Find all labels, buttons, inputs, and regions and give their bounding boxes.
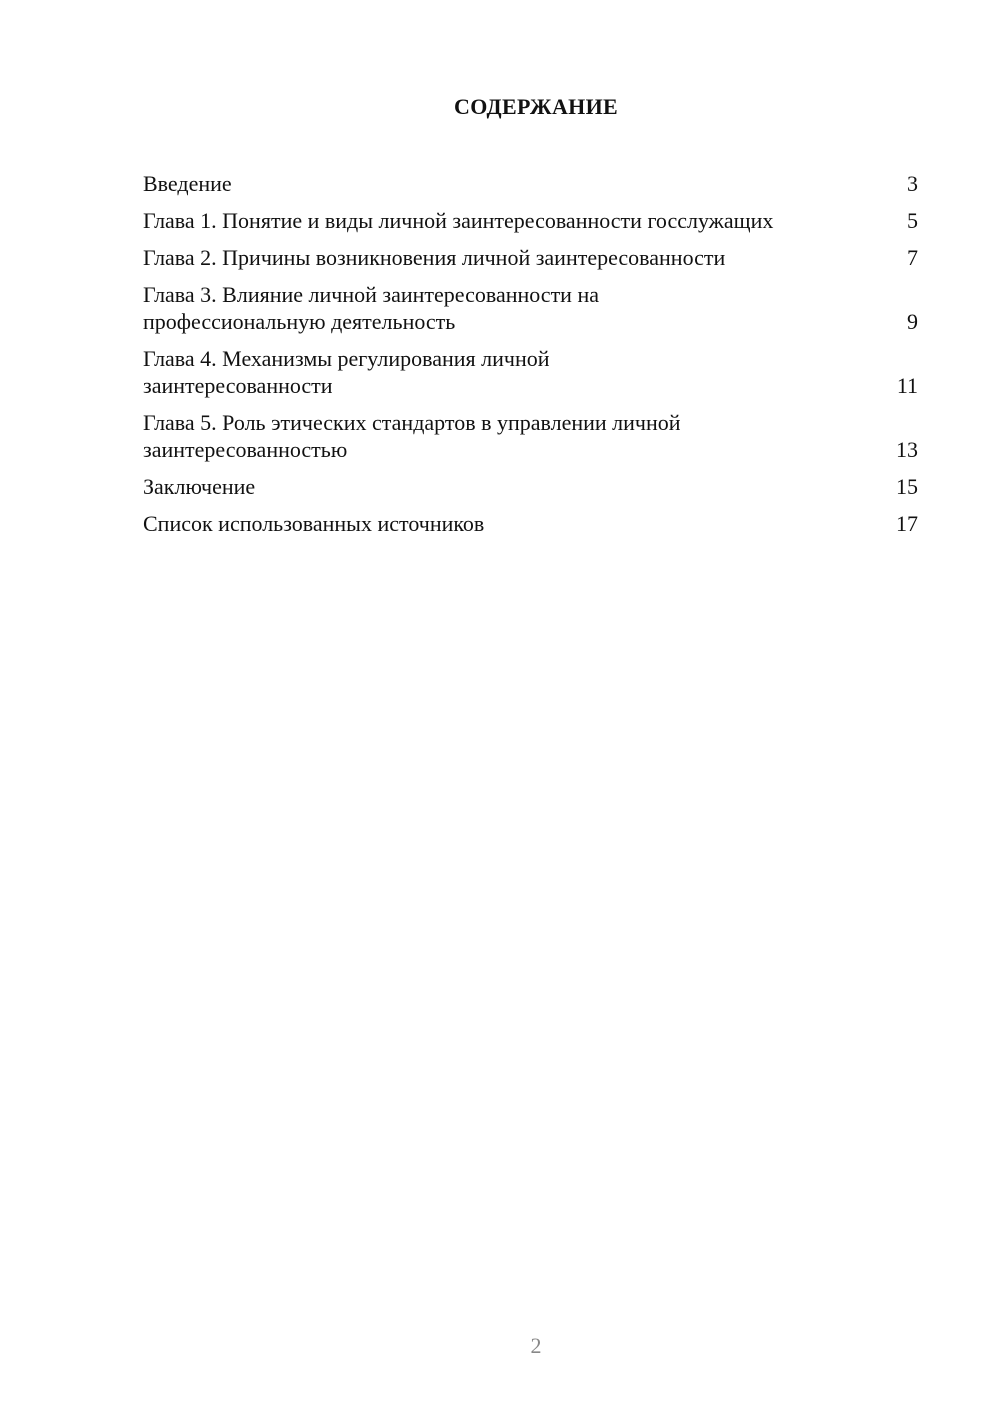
toc-entry-page: 11 bbox=[896, 373, 918, 398]
toc-entry-page: 15 bbox=[896, 474, 918, 499]
table-of-contents bbox=[143, 170, 918, 547]
toc-entry-page: 3 bbox=[907, 171, 918, 196]
toc-entry-title: Глава 2. Причины возникновения личной заинтересованности bbox=[143, 245, 726, 270]
toc-entry-introduction bbox=[143, 170, 918, 197]
toc-entry-chapter-2 bbox=[143, 244, 918, 271]
toc-entry-page: 13 bbox=[896, 437, 918, 462]
toc-entry-chapter-3 bbox=[143, 281, 918, 335]
toc-entry-chapter-5 bbox=[143, 409, 918, 463]
page-title: СОДЕРЖАНИЕ bbox=[454, 94, 618, 119]
toc-entry-title: Глава 1. Понятие и виды личной заинтересованности госслужащих bbox=[143, 208, 774, 233]
toc-entry-page: 9 bbox=[907, 309, 918, 334]
toc-entry-title: Введение bbox=[143, 171, 232, 196]
toc-entry-chapter-4 bbox=[143, 345, 918, 399]
toc-entry-page: 5 bbox=[907, 208, 918, 233]
toc-entry-title: Глава 4. Механизмы регулирования личной заинтересованности bbox=[143, 346, 550, 398]
toc-entry-title: Глава 5. Роль этических стандартов в управлении личной заинтересованностью bbox=[143, 410, 681, 462]
toc-entry-chapter-1 bbox=[143, 207, 918, 234]
page-number: 2 bbox=[530, 1333, 542, 1358]
toc-entry-title: Список использованных источников bbox=[143, 511, 485, 536]
toc-entry-page: 17 bbox=[896, 511, 918, 536]
toc-entry-conclusion bbox=[143, 473, 918, 500]
toc-entry-references bbox=[143, 510, 918, 537]
toc-entry-title: Глава 3. Влияние личной заинтересованности на профессиональную деятельность bbox=[143, 282, 599, 334]
toc-entry-title: Заключение bbox=[143, 474, 256, 499]
toc-entry-page: 7 bbox=[907, 245, 918, 270]
